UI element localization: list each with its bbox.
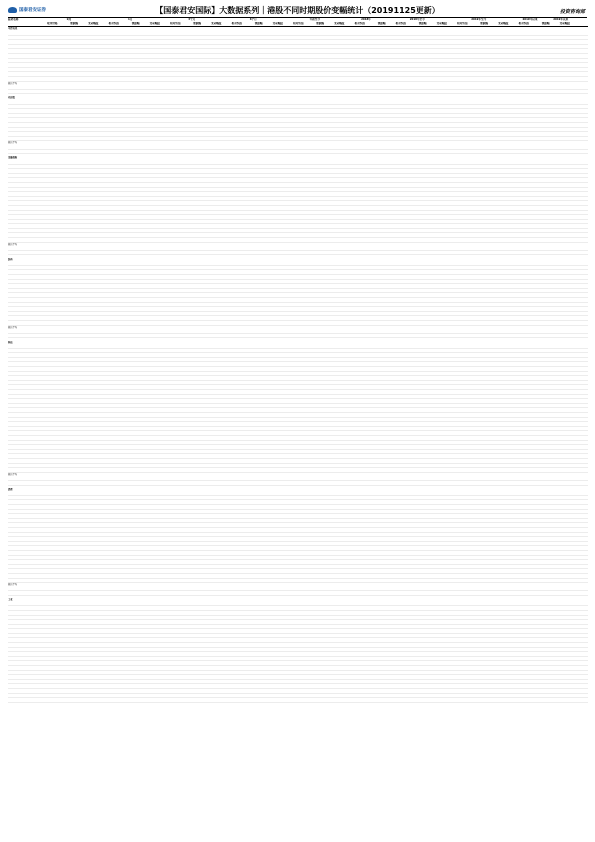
column-header: 相对恒指 (518, 22, 529, 26)
column-header: 涨跌幅 (316, 22, 324, 26)
group-header: 2019年至今 (471, 18, 487, 21)
section-title: 消费 (8, 487, 13, 491)
report-title: 【国泰君安国际】大数据系列｜港股不同时期股价变幅统计（20191125更新） (155, 6, 440, 15)
table-row (8, 698, 588, 703)
column-header: 涨跌幅 (480, 22, 488, 26)
column-header: 相对恒指 (108, 22, 119, 26)
section-title: 金融保险 (8, 156, 18, 160)
column-header: 变动幅度 (88, 22, 99, 26)
section-title: 板块平均 (8, 325, 18, 329)
group-header: 3个月 (188, 18, 196, 21)
column-header: 涨跌幅 (418, 22, 427, 26)
column-header: 涨跌幅 (541, 22, 550, 26)
group-header: 2019年以来 (522, 18, 538, 21)
section-title: 医药 (8, 257, 13, 261)
column-header: 变动幅度 (436, 22, 447, 26)
group-header: 年初至今 (309, 18, 320, 21)
section-title: 板块平均 (8, 583, 18, 587)
column-header: 涨跌幅 (254, 22, 263, 26)
column-header: 变动幅度 (211, 22, 222, 26)
column-header: 变动幅度 (334, 22, 345, 26)
group-header: 2018年至今 (409, 18, 425, 21)
column-header: 相对恒指 (170, 22, 181, 26)
group-header: 1周 (66, 18, 71, 21)
column-header: 变动幅度 (149, 22, 160, 26)
column-header: 变动幅度 (272, 22, 283, 26)
column-header: 涨跌幅 (193, 22, 201, 26)
header-label: 板块名称 (8, 18, 19, 21)
group-header: 1月 (128, 18, 133, 21)
column-header: 变动幅度 (559, 22, 570, 26)
data-sheet (8, 18, 588, 703)
column-header: 收市价格 (47, 22, 58, 26)
column-header: 相对恒指 (231, 22, 242, 26)
section-title: 板块平均 (8, 472, 18, 476)
group-header: 2019年以来 (553, 18, 569, 21)
column-header: 变动幅度 (498, 22, 509, 26)
logo-text: 国泰君安证券 (19, 8, 46, 13)
column-header: 相对恒指 (395, 22, 406, 26)
department-label: 投资咨询部 (559, 9, 585, 15)
section-title: 板块平均 (8, 81, 18, 85)
section-title: 科技 (8, 340, 13, 344)
section-title: 工业 (8, 598, 13, 602)
column-header: 相对恒指 (354, 22, 365, 26)
section-title: 中资电讯 (8, 27, 18, 31)
column-header: 相对恒指 (293, 22, 304, 26)
group-header: 6个月 (249, 18, 257, 21)
column-header: 涨跌幅 (131, 22, 140, 26)
column-header: 涨跌幅 (70, 22, 78, 26)
section-title: 内房股 (8, 96, 15, 100)
section-title: 板块平均 (8, 242, 18, 246)
column-header: 涨跌幅 (377, 22, 386, 26)
group-header: 2018年 (361, 18, 371, 21)
column-header: 相对恒指 (457, 22, 468, 26)
section-title: 板块平均 (8, 141, 18, 145)
